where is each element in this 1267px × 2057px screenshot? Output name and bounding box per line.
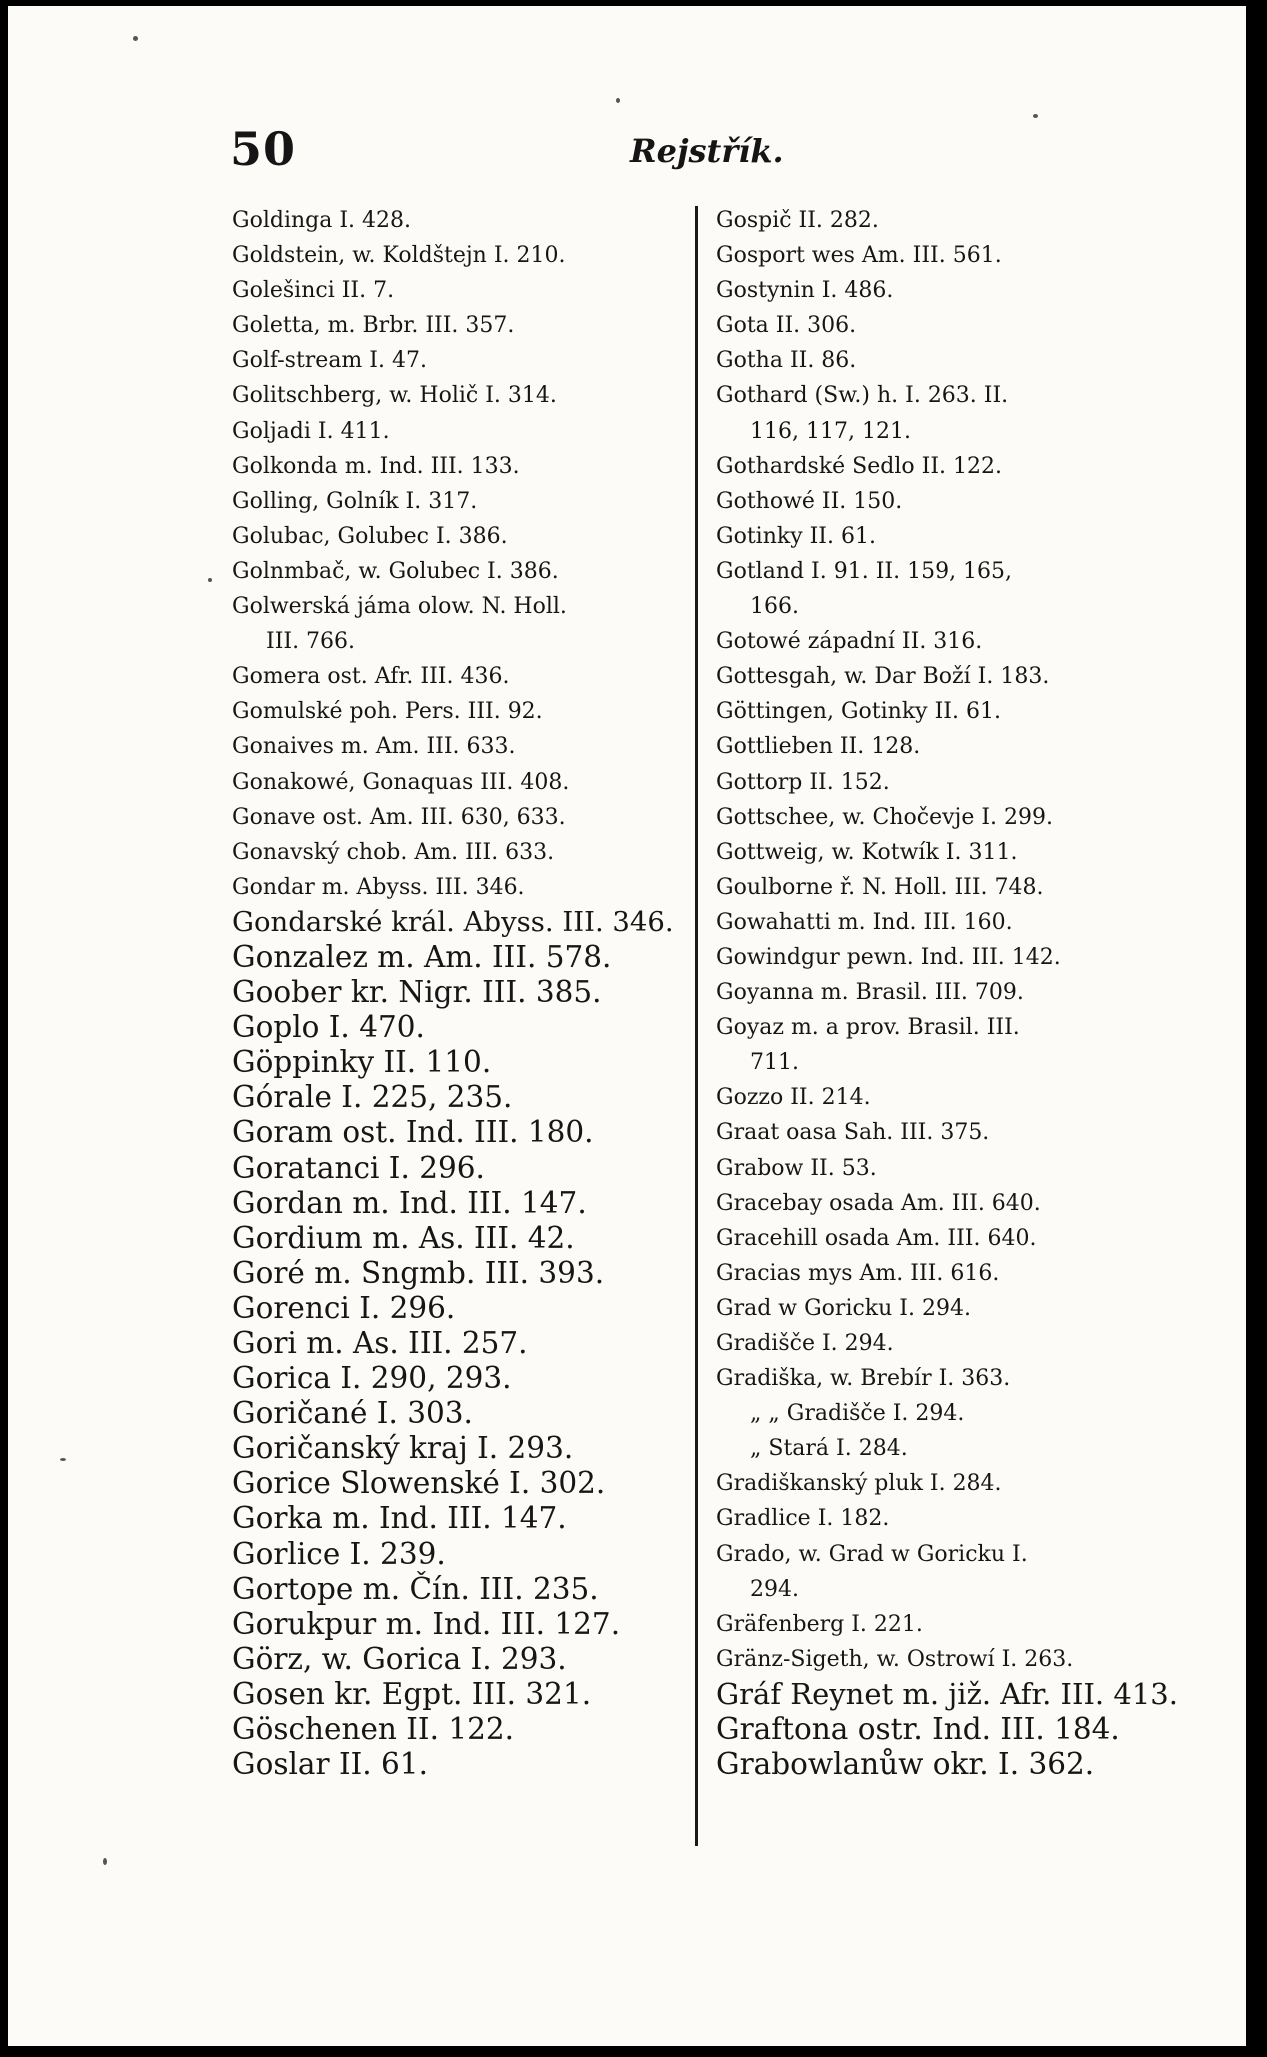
index-entry-continuation: 294. (750, 1576, 799, 1602)
paper-speck (133, 36, 138, 41)
index-entry: Gottschee, w. Chočevje I. 299. (716, 804, 1054, 830)
index-entry: Gospič II. 282. (716, 208, 879, 233)
index-entry: Gotinky II. 61. (716, 523, 876, 549)
index-entry: Göschenen II. 122. (232, 1712, 515, 1747)
index-entry: Gorenci I. 296. (232, 1290, 456, 1325)
index-entry: Golitschberg, w. Holič I. 314. (232, 383, 557, 409)
index-entry: Gráf Reynet m. již. Afr. III. 413. (716, 1676, 1178, 1711)
index-entry: Golešinci II. 7. (232, 278, 395, 304)
index-entry: Göttingen, Gotinky II. 61. (716, 699, 1001, 725)
index-entry: Gothowé II. 150. (716, 488, 903, 514)
index-entry: Gränz-Sigeth, w. Ostrowí I. 263. (716, 1646, 1074, 1672)
index-entry: Gozzo II. 214. (716, 1085, 871, 1111)
index-entry: Gortope m. Čín. III. 235. (232, 1571, 599, 1606)
index-column-right (716, 203, 1178, 1782)
page-number: 50 (230, 122, 297, 176)
index-entry: Gothard (Sw.) h. I. 263. II. (716, 383, 1009, 409)
index-entry: Gradiškanský pluk I. 284. (716, 1471, 1002, 1497)
index-entry: Gottweig, w. Kotwík I. 311. (716, 839, 1018, 865)
index-entry: Gosport wes Am. III. 561. (716, 243, 1002, 269)
index-entry: Golf-stream I. 47. (232, 348, 427, 374)
index-entry: Goričané I. 303. (232, 1396, 473, 1431)
index-entry: Golkonda m. Ind. III. 133. (232, 453, 520, 479)
index-entry: Gostynin I. 486. (716, 278, 894, 304)
index-entry: Gondarské král. Abyss. III. 346. (232, 905, 674, 938)
index-entry: Gonakowé, Gonaquas III. 408. (232, 769, 570, 795)
index-entry: Gracias mys Am. III. 616. (716, 1260, 1000, 1286)
index-entry: Goljadi I. 411. (232, 418, 390, 444)
index-entry: Goletta, m. Brbr. III. 357. (232, 313, 515, 339)
index-entry: Gradiška, w. Brebír I. 363. (716, 1366, 1011, 1392)
index-entry: Gonaives m. Am. III. 633. (232, 734, 516, 760)
index-entry: Gomera ost. Afr. III. 436. (232, 664, 510, 690)
index-entry: Gracehill osada Am. III. 640. (716, 1225, 1037, 1251)
index-entry: Goplo I. 470. (232, 1010, 425, 1045)
index-entry: Gondar m. Abyss. III. 346. (232, 874, 525, 900)
index-entry: Graftona ostr. Ind. III. 184. (716, 1712, 1120, 1747)
index-entry: Goulborne ř. N. Holl. III. 748. (716, 874, 1044, 900)
index-entry: Göppinky II. 110. (232, 1045, 492, 1080)
index-entry: Goslar II. 61. (232, 1747, 428, 1782)
paper-speck (103, 1858, 107, 1865)
index-entry: Górale I. 225, 235. (232, 1080, 513, 1115)
index-entry: Golling, Golník I. 317. (232, 488, 478, 514)
index-entry: Grabow II. 53. (716, 1155, 877, 1181)
index-entry: Gorlice I. 239. (232, 1536, 446, 1571)
index-entry: Gorice Slowenské I. 302. (232, 1466, 606, 1501)
index-entry: Gordan m. Ind. III. 147. (232, 1185, 587, 1220)
index-entry: Goratanci I. 296. (232, 1150, 485, 1185)
index-entry: Gowindgur pewn. Ind. III. 142. (716, 944, 1061, 970)
index-entry: Gonzalez m. Am. III. 578. (232, 939, 612, 974)
index-entry: Gorica I. 290, 293. (232, 1361, 512, 1396)
index-entry: Gonave ost. Am. III. 630, 633. (232, 804, 566, 830)
index-entry: Gräfenberg I. 221. (716, 1611, 923, 1637)
index-entry: Gracebay osada Am. III. 640. (716, 1190, 1041, 1216)
index-entry: Grabowlanůw okr. I. 362. (716, 1747, 1095, 1782)
index-entry: Goyaz m. a prov. Brasil. III. (716, 1015, 1020, 1041)
index-entry: Gradišče I. 294. (716, 1331, 894, 1356)
index-entry: Gota II. 306. (716, 313, 857, 339)
book-page (8, 6, 1246, 2046)
index-entry-continuation: III. 766. (266, 629, 356, 655)
index-entry-continuation: 711. (750, 1050, 799, 1076)
index-entry: Gori m. As. III. 257. (232, 1326, 528, 1360)
index-entry: Golubac, Golubec I. 386. (232, 523, 508, 549)
index-entry: Goober kr. Nigr. III. 385. (232, 975, 602, 1010)
index-entry: Gotowé západní II. 316. (716, 629, 983, 655)
paper-speck (60, 1458, 66, 1461)
index-entry-continuation: 166. (750, 594, 799, 620)
index-entry: Gorukpur m. Ind. III. 127. (232, 1606, 621, 1641)
index-entry: Gordium m. As. III. 42. (232, 1220, 575, 1255)
index-entry: Gomulské poh. Pers. III. 92. (232, 699, 543, 725)
index-entry: Gothardské Sedlo II. 122. (716, 453, 1002, 479)
index-entry: Gottorp II. 152. (716, 769, 890, 795)
index-column-left (232, 203, 674, 1782)
index-entry: Gonavský chob. Am. III. 633. (232, 839, 555, 865)
index-entry: Gottlieben II. 128. (716, 734, 921, 760)
column-divider (695, 206, 698, 1846)
paper-speck (616, 98, 620, 103)
index-entry: Graat oasa Sah. III. 375. (716, 1120, 990, 1146)
index-entry: Grad w Goricku I. 294. (716, 1295, 971, 1321)
index-entry-continuation: „ „ Gradišče I. 294. (750, 1401, 965, 1427)
index-entry: Gorka m. Ind. III. 147. (232, 1501, 567, 1536)
index-entry: Gradlice I. 182. (716, 1506, 890, 1532)
paper-speck (208, 578, 212, 582)
index-entry: Gottesgah, w. Dar Boží I. 183. (716, 664, 1050, 690)
index-entry: Goričanský kraj I. 293. (232, 1431, 574, 1466)
index-entry: Gotland I. 91. II. 159, 165, (716, 558, 1013, 584)
index-entry: Golnmbač, w. Golubec I. 386. (232, 558, 559, 584)
index-entry: Gowahatti m. Ind. III. 160. (716, 909, 1013, 935)
index-entry: Goyanna m. Brasil. III. 709. (716, 980, 1024, 1006)
index-entry: Gosen kr. Egpt. III. 321. (232, 1676, 592, 1711)
index-entry-continuation: 116, 117, 121. (750, 418, 911, 444)
index-entry: Goldinga I. 428. (232, 208, 411, 233)
index-entry: Goram ost. Ind. III. 180. (232, 1115, 594, 1150)
index-entry: Grado, w. Grad w Goricku I. (716, 1541, 1028, 1567)
index-entry: Goré m. Sngmb. III. 393. (232, 1255, 605, 1290)
index-entry: Görz, w. Gorica I. 293. (232, 1641, 567, 1676)
index-entry: Gotha II. 86. (716, 348, 857, 374)
index-entry: Golwerská jáma olow. N. Holl. (232, 594, 567, 620)
index-entry: Goldstein, w. Koldštejn I. 210. (232, 243, 566, 269)
index-entry-continuation: „ Stará I. 284. (750, 1436, 908, 1462)
page-title: Rejstřík. (630, 132, 784, 170)
paper-speck (1033, 114, 1038, 118)
